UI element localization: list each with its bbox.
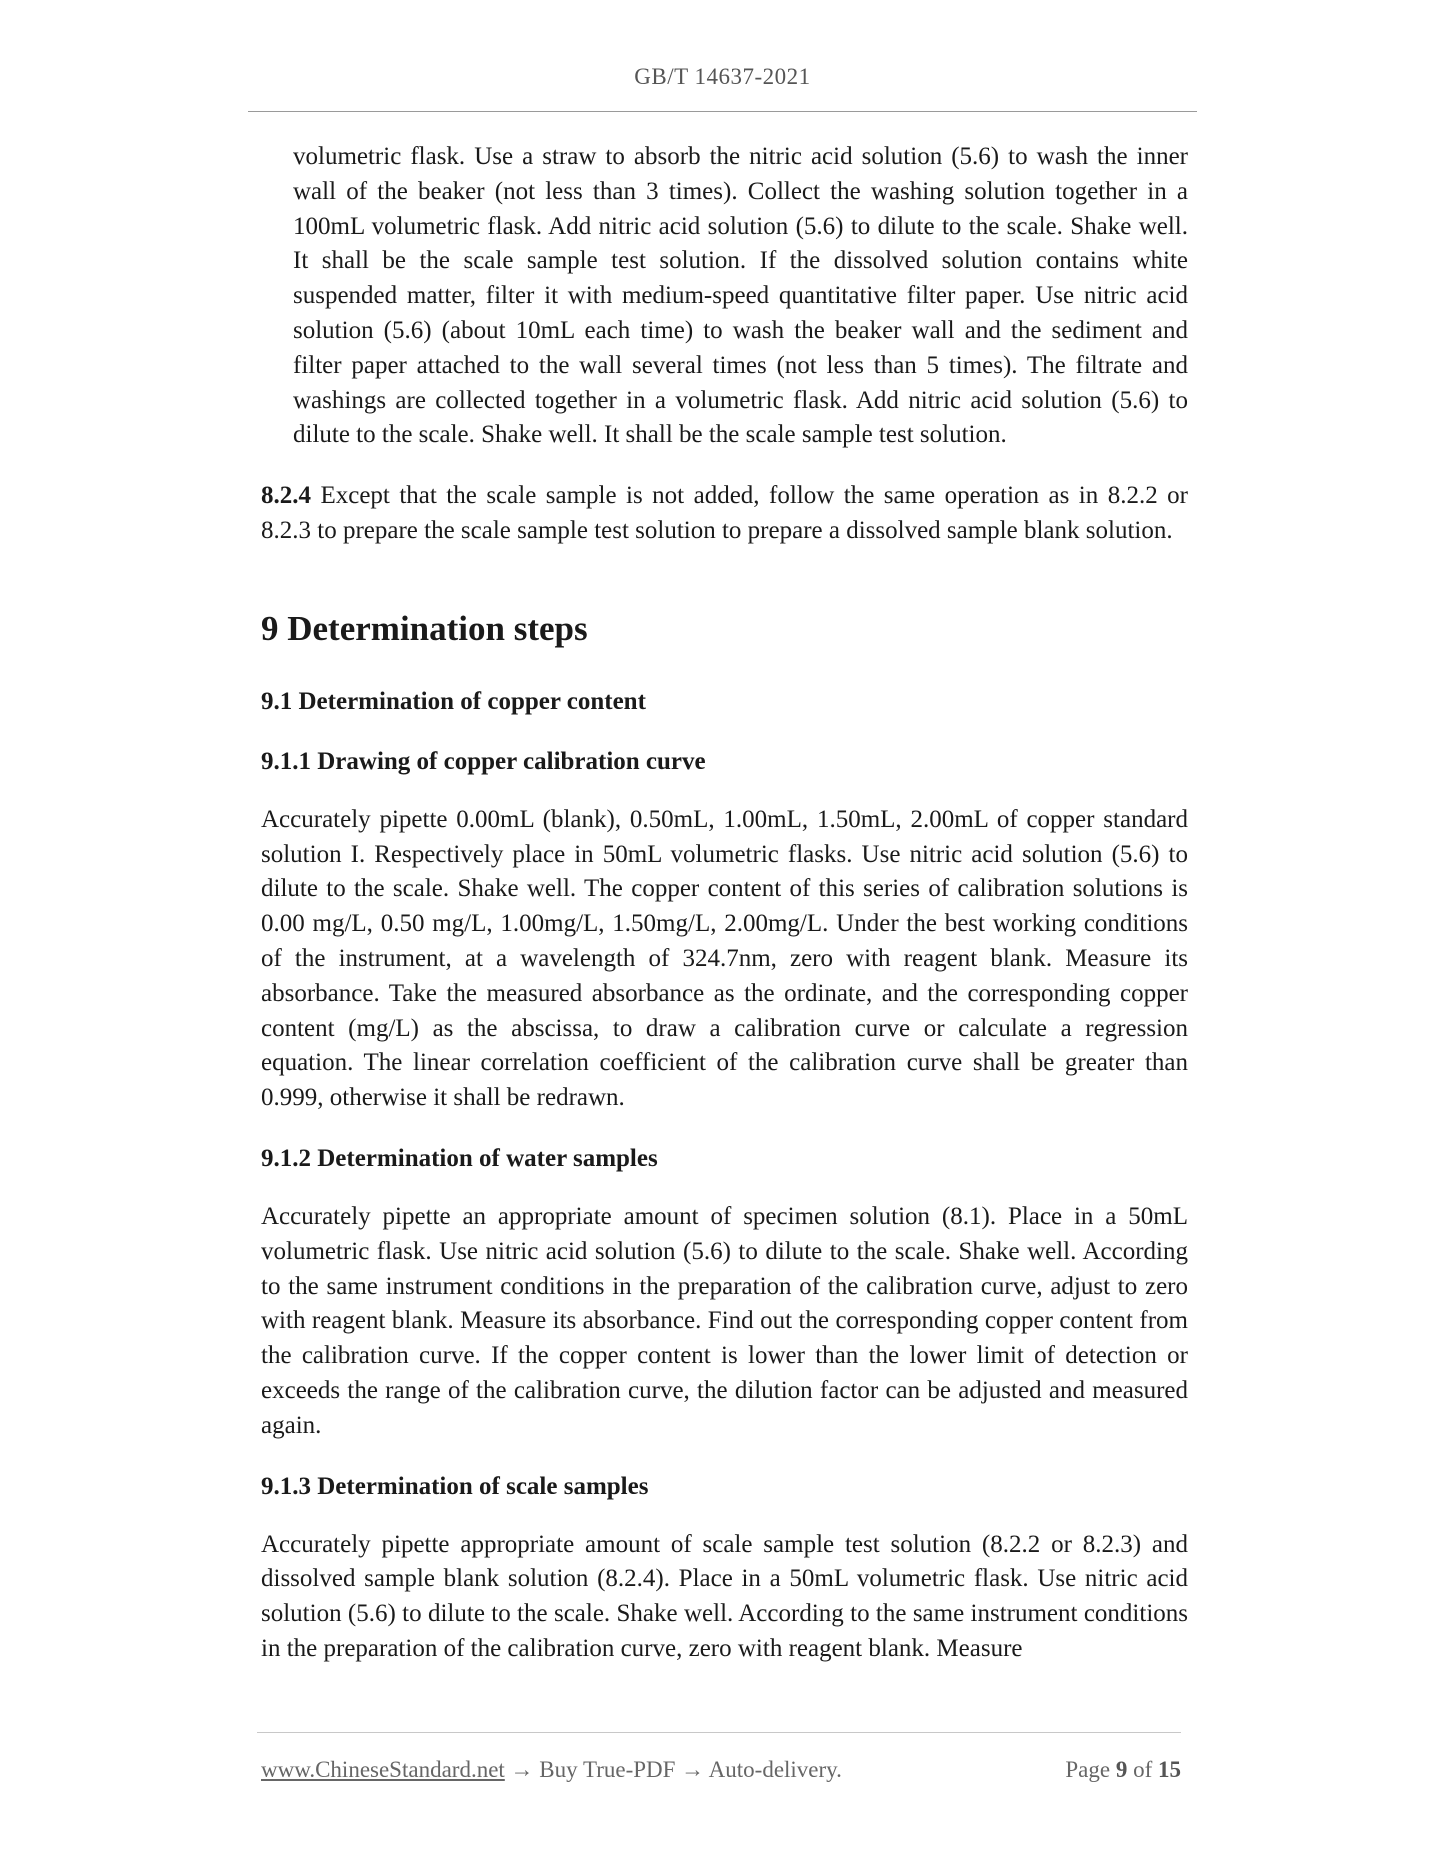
page-header bbox=[0, 64, 1445, 90]
promo-text: → Buy True-PDF → Auto-delivery. bbox=[504, 1757, 842, 1782]
section-9-1-2-paragraph: Accurately pipette an appropriate amount of specimen solution (8.1). Place in a 50mL volumetric flask. Use nitric acid solution (5.6) to dilute to the scale. Shake well. According to the same instrument conditions in the preparation of the calibration curve, adjust to zero with reagent blank. Measure its absorbance. Find out the corresponding copper content from the calibration curve. If the copper content is lower than the lower limit of detection or exceeds the range of the calibration curve, the dilution factor can be adjusted and measured again. bbox=[261, 1202, 1188, 1439]
document-body bbox=[261, 140, 1188, 1667]
page-counter bbox=[1065, 1757, 1181, 1783]
footer-divider bbox=[257, 1732, 1181, 1733]
section-9-1-1-heading: 9.1.1 Drawing of copper calibration curve bbox=[261, 747, 706, 775]
clause-8-2-4 bbox=[261, 479, 1188, 549]
section-9-heading: 9 Determination steps bbox=[261, 608, 588, 648]
total-pages: 15 bbox=[1158, 1757, 1181, 1782]
current-page-number: 9 bbox=[1115, 1757, 1128, 1782]
continuation-paragraph: volumetric flask. Use a straw to absorb the nitric acid solution (5.6) to wash the inner wall of the beaker (not less than 3 times). Collect the washing solution together in a 100mL volumetric flask. Add nitric acid solution (5.6) to dilute to the scale. Shake well. It shall be the scale sample test solution. If the dissolved solution contains white suspended matter, filter it with medium-speed quantitative filter paper. Use nitric acid solution (5.6) (about 10mL each time) to wash the beaker wall and the sediment and filter paper attached to the wall several times (not less than 5 times). The filtrate and washings are collected together in a volumetric flask. Add nitric acid solution (5.6) to dilute to the scale. Shake well. It shall be the scale sample test solution. bbox=[293, 143, 1188, 449]
section-9-1-heading: 9.1 Determination of copper content bbox=[261, 687, 646, 715]
of-label: of bbox=[1133, 1757, 1153, 1782]
standard-code: GB/T 14637-2021 bbox=[634, 64, 811, 89]
section-9-1-3-paragraph: Accurately pipette appropriate amount of scale sample test solution (8.2.2 or 8.2.3) and dissolved sample blank solution (8.2.4). Place in a 50mL volumetric flask. Use nitric acid solution (5.6) to dilute to the scale. Shake well. According to the same instrument conditions in the preparation of the calibration curve, zero with reagent blank. Measure bbox=[261, 1530, 1188, 1662]
page-label: Page bbox=[1065, 1757, 1111, 1782]
clause-text: Except that the scale sample is not added, follow the same operation as in 8.2.2 or 8.2.3 to prepare the scale sample test solution to prepare a dissolved sample blank solution. bbox=[261, 482, 1188, 544]
section-9-1-3-heading: 9.1.3 Determination of scale samples bbox=[261, 1472, 649, 1500]
header-divider bbox=[248, 111, 1197, 112]
footer-promo bbox=[261, 1757, 842, 1783]
section-9-1-1-paragraph: Accurately pipette 0.00mL (blank), 0.50mL, 1.00mL, 1.50mL, 2.00mL of copper standard solution I. Respectively place in 50mL volumetric flasks. Use nitric acid solution (5.6) to dilute to the scale. Shake well. The copper content of this series of calibration solutions is 0.00 mg/L, 0.50 mg/L, 1.00mg/L, 1.50mg/L, 2.00mg/L. Under the best working conditions of the instrument, at a wavelength of 324.7nm, zero with reagent blank. Measure its absorbance. Take the measured absorbance as the ordinate, and the corresponding copper content (mg/L) as the abscissa, to draw a calibration curve or calculate a regression equation. The linear correlation coefficient of the calibration curve shall be greater than 0.999, otherwise it shall be redrawn. bbox=[261, 805, 1188, 1112]
section-9-1-2-heading: 9.1.2 Determination of water samples bbox=[261, 1144, 658, 1172]
site-link[interactable]: www.ChineseStandard.net bbox=[261, 1757, 505, 1782]
clause-number: 8.2.4 bbox=[261, 482, 311, 510]
